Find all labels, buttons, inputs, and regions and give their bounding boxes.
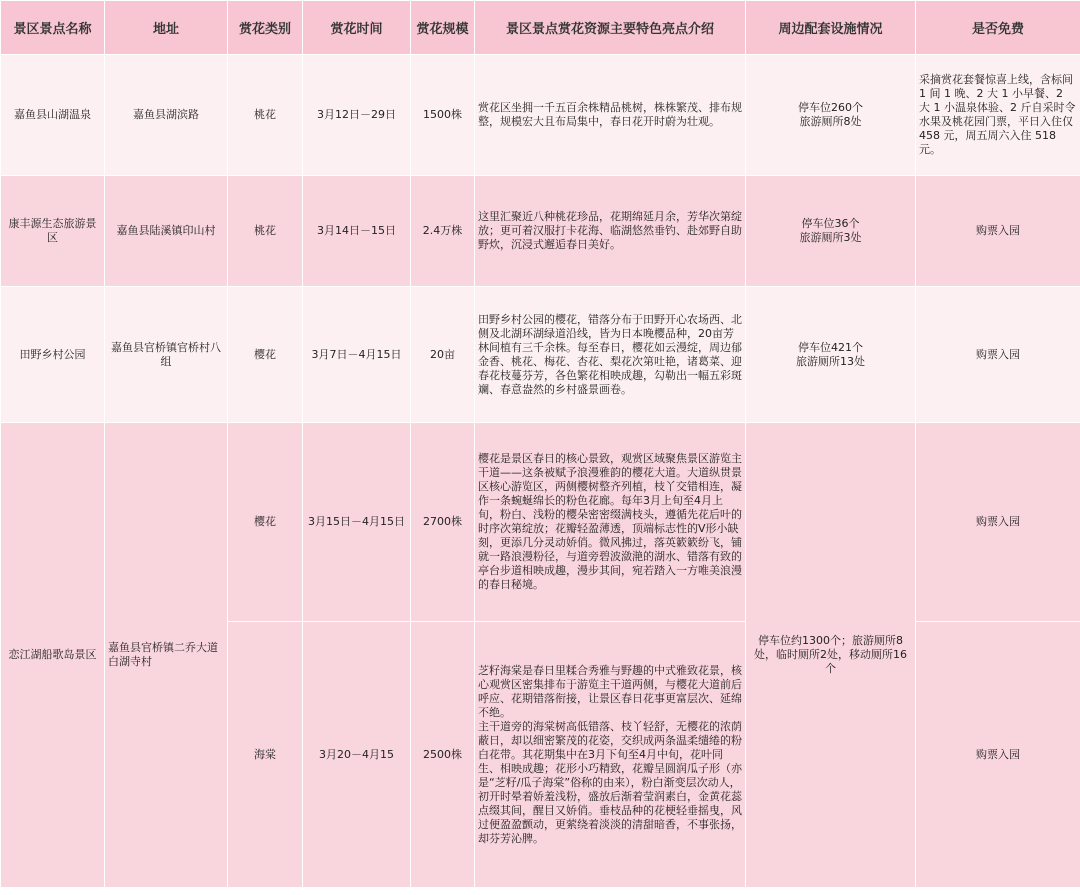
highlight-description: 这里汇聚近八种桃花珍品，花期绵延月余，芳华次第绽放；更可着汉服打卡花海、临湖悠然垂钓、赴郊野自助野炊，沉浸式邂逅春日美好。 [475,176,746,287]
header-scale: 赏花规模 [411,1,475,55]
table-row [1,176,1080,287]
viewing-time: 3月20－4月15 [303,622,411,888]
flower-type: 樱花 [228,423,303,622]
flower-type: 海棠 [228,622,303,888]
header-highlights: 景区景点赏花资源主要特色亮点介绍 [475,1,746,55]
flower-type: 桃花 [228,176,303,287]
viewing-scale: 2700株 [411,423,475,622]
table-row [1,423,1080,622]
viewing-scale: 1500株 [411,55,475,176]
scenic-address: 嘉鱼县官桥镇官桥村八组 [105,287,228,423]
header-name: 景区景点名称 [1,1,105,55]
highlight-description: 田野乡村公园的樱花，错落分布于田野开心农场西、北侧及北湖环湖绿道沿线，皆为日本晚樱品种，20亩芳林间植有三千余株。每至春日，樱花如云漫绽，周边郁金香、桃花、梅花、杏花、梨花次第吐艳，诸葛菜、迎春花枝蔓芬芳，各色繁花相映成趣，勾勒出一幅五彩斑斓、春意盎然的乡村盛景画卷。 [475,287,746,423]
viewing-scale: 2.4万株 [411,176,475,287]
scenic-address: 嘉鱼县陆溪镇印山村 [105,176,228,287]
scenic-address: 嘉鱼县湖滨路 [105,55,228,176]
viewing-time: 3月7日－4月15日 [303,287,411,423]
header-address: 地址 [105,1,228,55]
flower-type: 桃花 [228,55,303,176]
facilities: 停车位约1300个；旅游厕所8处，临时厕所2处，移动厕所16个 [746,423,916,888]
header-free: 是否免费 [916,1,1080,55]
header-row [1,1,1080,55]
scenic-address: 嘉鱼县官桥镇二乔大道白湖寺村 [105,423,228,888]
header-time: 赏花时间 [303,1,411,55]
free-info: 采摘赏花套餐惊喜上线，含标间 1 间 1 晚、2 大 1 小早餐、2 大 1 小温泉体验、2 斤自采时令水果及桃花园门票，平日入住仅 458 元，周五周六入住 518 元。 [916,55,1080,176]
highlight-description: 芝籽海棠是春日里糅合秀雅与野趣的中式雅致花景，核心观赏区密集排布于游览主干道两侧，与樱花大道前后呼应、花期错落衔接，让景区春日花事更富层次、延绵不绝。 主干道旁的海棠树高低错落、枝丫轻舒，无樱花的浓荫蔽日，却以细密繁茂的花姿，交织成两条温柔缱绻的粉白花带。其花期集中在3月下旬至4月中旬，花叶同生、相映成趣；花形小巧精致，花瓣呈圆润瓜子形（亦是“芝籽/瓜子海棠”俗称的由来），粉白渐变层次动人，初开时晕着娇羞浅粉，盛放后渐着莹润素白，金黄花蕊点缀其间，醒目又娇俏。垂枝品种的花梗轻垂摇曳，风过便盈盈颤动，更萦绕着淡淡的清甜暗香，不事张扬，却芬芳沁脾。 [475,622,746,888]
scenic-name: 康丰源生态旅游景区 [1,176,105,287]
highlight-description: 赏花区坐拥一千五百余株精品桃树，株株繁茂、排布规整，规模宏大且布局集中，春日花开时蔚为壮观。 [475,55,746,176]
viewing-time: 3月15日－4月15日 [303,423,411,622]
viewing-scale: 20亩 [411,287,475,423]
viewing-scale: 2500株 [411,622,475,888]
table-row [1,287,1080,423]
facilities: 停车位421个 旅游厕所13处 [746,287,916,423]
facilities: 停车位36个 旅游厕所3处 [746,176,916,287]
highlight-description: 樱花是景区春日的核心景致，观赏区域聚焦景区游览主干道——这条被赋予浪漫雅韵的樱花大道。大道纵贯景区核心游览区，两侧樱树整齐列植，枝丫交错相连，凝作一条蜿蜒绵长的粉色花廊。每年3月上旬至4月上旬，粉白、浅粉的樱朵密密缀满枝头，遵循先花后叶的时序次第绽放；花瓣轻盈薄透，顶端标志性的V形小缺刻，更添几分灵动娇俏。微风拂过，落英簌簌纷飞，铺就一路浪漫粉径，与道旁碧波潋滟的湖水、错落有致的亭台步道相映成趣，漫步其间，宛若踏入一方唯美浪漫的春日秘境。 [475,423,746,622]
header-flower-type: 赏花类别 [228,1,303,55]
header-facilities: 周边配套设施情况 [746,1,916,55]
table-row [1,55,1080,176]
viewing-time: 3月14日－15日 [303,176,411,287]
scenic-name: 恋江湖船歌岛景区 [1,423,105,888]
free-info: 购票入园 [916,287,1080,423]
viewing-time: 3月12日－29日 [303,55,411,176]
facilities: 停车位260个 旅游厕所8处 [746,55,916,176]
scenic-name: 嘉鱼县山湖温泉 [1,55,105,176]
flower-type: 樱花 [228,287,303,423]
free-info: 购票入园 [916,622,1080,888]
free-info: 购票入园 [916,423,1080,622]
scenic-name: 田野乡村公园 [1,287,105,423]
free-info: 购票入园 [916,176,1080,287]
